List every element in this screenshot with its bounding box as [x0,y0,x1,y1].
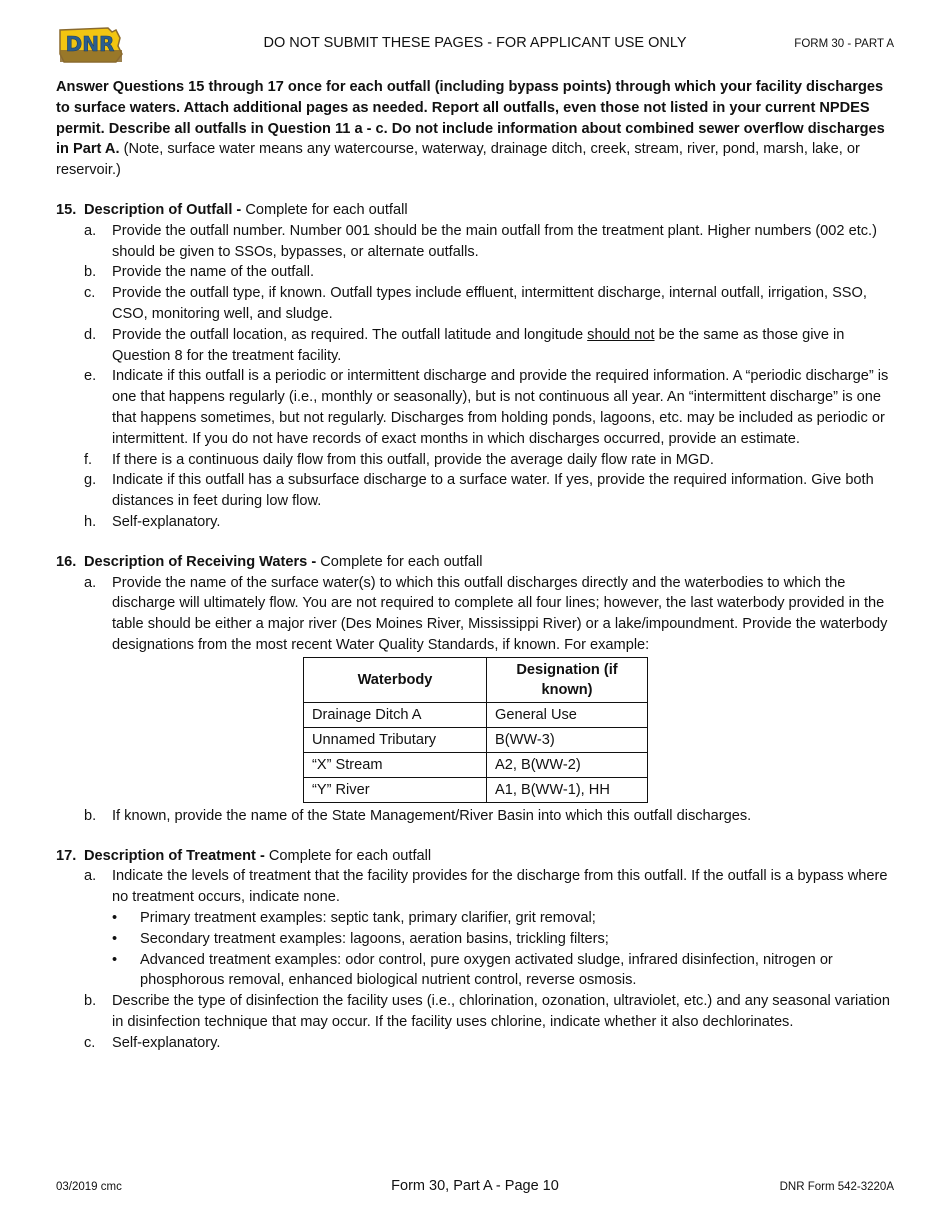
bullet-icon: • [112,951,118,968]
header-form-id: FORM 30 - PART A [794,38,894,50]
q15-item-b: b. Provide the name of the outfall. [84,264,315,281]
logo-text: DNR [65,32,115,56]
waterbody-example-table [303,657,648,803]
footer-form-number: DNR Form 542-3220A [779,1181,894,1193]
question-16-heading [56,552,896,573]
table-cell: General Use [487,702,648,727]
table-cell: A2, B(WW-2) [487,752,648,777]
question-17-heading [56,846,896,867]
footer-revision-date: 03/2019 cmc [56,1181,122,1193]
table-row [304,727,648,752]
column-header-waterbody: Waterbody [304,657,487,702]
main-content [56,77,896,1053]
question-16 [56,552,896,827]
emphasis-should-not: should not [587,326,655,343]
list-item: • Primary treatment examples: septic tank, primary clarifier, grit removal; [56,908,896,929]
bullet-icon: • [112,930,118,947]
question-16-number: 16. [56,553,77,570]
table-cell: “Y” River [304,777,487,802]
q15-item-e: e. Indicate if this outfall is a periodic or intermittent discharge and provide the required information. A “periodic discharge” is one that happens regularly (i.e., monthly or seasonally), but is not continuous all year. An “intermittent discharge” is one that happens sometimes, but not regularly. Discharges from holding ponds, lagoons, etc. may be included as periodic or intermittent. If you do not have records of exact months in which discharges occurred, provide an estimate. [84,368,889,447]
table-cell: Drainage Ditch A [304,702,487,727]
q15-item-a: a. Provide the outfall number. Number 001 should be the main outfall from the treatment plant. Higher numbers (002 etc.) should be given to SSOs, bypasses, or alternate outfalls. [84,222,877,260]
q15-item-f: f. If there is a continuous daily flow from this outfall, provide the average daily flow rate in MGD. [84,451,714,468]
intro-bold: Answer Questions 15 through 17 once for each outfall (including bypass points) through which your facility discharges to surface waters. Attach additional pages as needed. Report all outfalls, even those not listed in your current NPDES permit. Describe all outfalls in Question 11 a - c. Do not include information about combined sewer overflow discharges in Part A. [56,79,885,158]
question-15-heading [56,200,896,221]
question-15-subtitle: Complete for each outfall [245,201,408,218]
question-16-subtitle: Complete for each outfall [320,553,483,570]
list-item: • Secondary treatment examples: lagoons, aeration basins, trickling filters; [56,929,896,950]
q15-item-c: c. Provide the outfall type, if known. Outfall types include effluent, intermittent discharge, internal outfall, irrigation, SSO, CSO, monitoring well, and sludge. [84,285,867,322]
q17-item-b: b. Describe the type of disinfection the facility uses (i.e., chlorination, ozonation, ultraviolet, etc.) and any seasonal variation in disinfection technique that may occur. If the facility uses chlorine, indicate whether it also dechlorinates. [84,993,890,1030]
table-cell: Unnamed Tributary [304,727,487,752]
q15-item-d: d. Provide the outfall location, as required. The outfall latitude and longitude should not be the same as those give in Question 8 for the treatment facility. [84,326,845,364]
table-cell: “X” Stream [304,752,487,777]
q16-item-a: a. Provide the name of the surface water(s) to which this outfall discharges directly and the waterbodies to which the discharge will ultimately flow. You are not required to complete all four lines; however, the last waterbody provided in the table should be either a major river (Des Moines River, Mississippi River) or a lake/impoundment. Provide the waterbody designations from the most recent Water Quality Standards, if known. For example: [84,574,888,653]
question-17-subtitle: Complete for each outfall [268,847,432,864]
question-17-title: Description of Treatment - [84,847,269,864]
q17-item-a: a. Indicate the levels of treatment that the facility provides for the discharge from this outfall. If the outfall is a bypass where no treatment occurs, indicate none. [84,868,888,906]
intro-paragraph [56,77,896,181]
table-row [304,702,648,727]
question-17-number: 17. [56,847,77,864]
q15-item-h: h. Self-explanatory. [84,513,221,530]
table-header-row [304,657,648,702]
header-notice: DO NOT SUBMIT THESE PAGES - FOR APPLICANT USE ONLY [263,35,687,51]
table-row [304,777,648,802]
question-16-title: Description of Receiving Waters - [84,553,321,570]
intro-note: (Note, surface water means any watercourse, waterway, drainage ditch, creek, stream, river, pond, marsh, lake, or reservoir.) [56,141,860,179]
q17-item-c: c. Self-explanatory. [84,1034,221,1051]
table-row [304,752,648,777]
question-15 [56,200,896,533]
table-cell: A1, B(WW-1), HH [487,777,648,802]
footer-page-number: Form 30, Part A - Page 10 [391,1178,559,1194]
question-15-title: Description of Outfall - [84,201,246,218]
question-15-number: 15. [56,201,77,218]
bullet-icon: • [112,909,118,926]
q16-item-b: b. If known, provide the name of the State Management/River Basin into which this outfall discharges. [84,807,752,824]
table-cell: B(WW-3) [487,727,648,752]
question-17 [56,846,896,1054]
q15-item-g: g. Indicate if this outfall has a subsurface discharge to a surface water. If yes, provide the required information. Give both distances in feet during low flow. [84,472,874,510]
list-item: • Advanced treatment examples: odor control, pure oxygen activated sludge, infrared disinfection, nitrogen or phosphorous removal, enhanced biological nutrient control, reverse osmosis. [56,950,896,992]
column-header-designation: Designation (if known) [487,657,648,702]
